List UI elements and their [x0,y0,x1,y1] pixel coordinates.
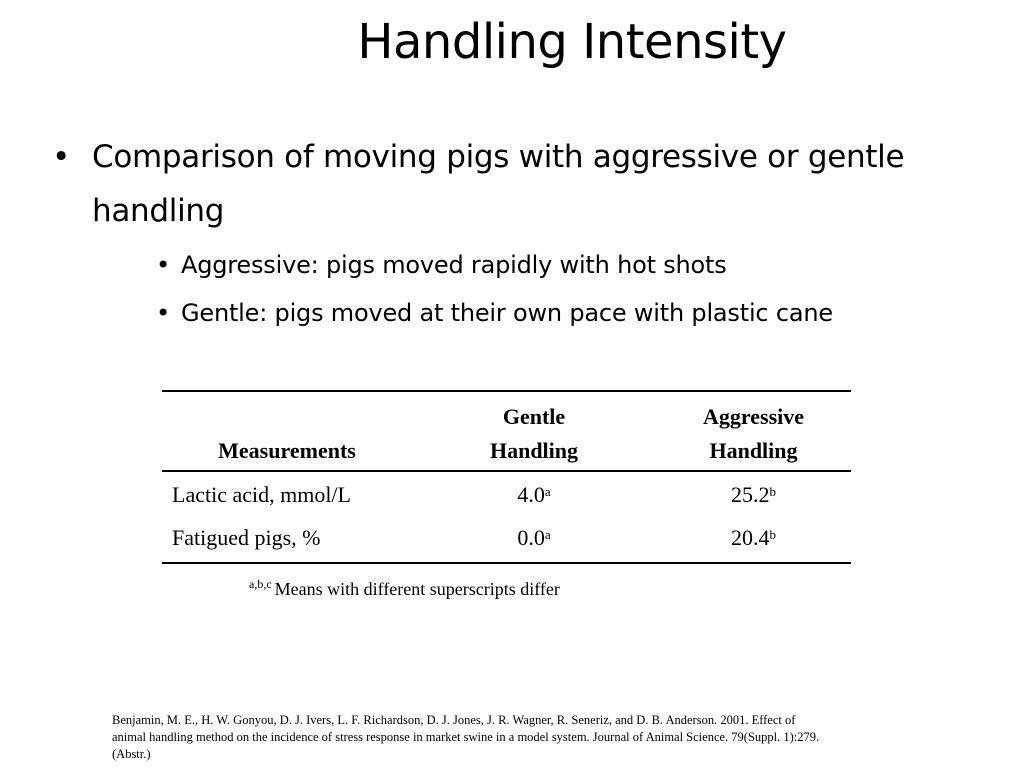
gentle-superscript: a [544,527,551,542]
header-aggressive-handling [656,391,851,471]
header-aggressive-line1: Aggressive [702,404,805,429]
header-measurements-label: Measurements [218,438,356,463]
bullet-text: Comparison of moving pigs with aggressive or gentle handling [92,139,905,229]
gentle-value-cell [412,517,656,563]
sub-bullet-text: Aggressive: pigs moved rapidly with hot shots [181,251,727,279]
sub-bullet-item [156,296,996,330]
header-aggressive-line2: Handling [709,438,798,463]
header-measurements [162,391,412,471]
aggressive-superscript: b [769,484,776,499]
footnote-text: Means with different superscripts differ [274,579,560,599]
results-table [162,390,851,564]
gentle-value: 4.0 [517,482,545,507]
bullet-glyph: • [52,139,70,175]
header-gentle-line2: Handling [489,438,579,463]
gentle-value: 0.0 [517,525,545,550]
aggressive-value: 20.4 [731,525,770,550]
aggressive-value: 25.2 [731,482,770,507]
sub-bullet-glyph: • [156,299,170,327]
table-header-row [162,391,851,471]
gentle-value-cell [412,471,656,517]
table-row [162,517,851,563]
row-label: Lactic acid, mmol/L [172,482,351,507]
sub-bullet-text: Gentle: pigs moved at their own pace with plastic cane [181,299,833,327]
aggressive-superscript: b [769,527,776,542]
table-row [162,471,851,517]
sub-bullet-glyph: • [156,251,170,279]
gentle-superscript: a [544,484,551,499]
table-body [162,471,851,563]
sub-bullet-item [156,248,996,282]
aggressive-value-cell [656,471,851,517]
header-gentle-line1: Gentle [502,404,566,429]
aggressive-value-cell [656,517,851,563]
slide-title: Handling Intensity [357,14,787,70]
citation: Benjamin, M. E., H. W. Gonyou, D. J. Ivers, L. F. Richardson, D. J. Jones, J. R. Wagner, R. Seneriz, and D. B. Anderson. 2001. Effect of animal handling method on the incidence of stress response in market swine in a model system. Journal of Animal Science. 79(Suppl. 1):279. (Abstr.) [112,713,820,761]
header-gentle-handling [412,391,656,471]
footnote-superscript: a,b,c [249,577,272,591]
table-footnote [249,579,560,600]
row-label: Fatigued pigs, % [172,525,321,550]
bullet-item [52,130,972,238]
table-header [162,391,851,471]
